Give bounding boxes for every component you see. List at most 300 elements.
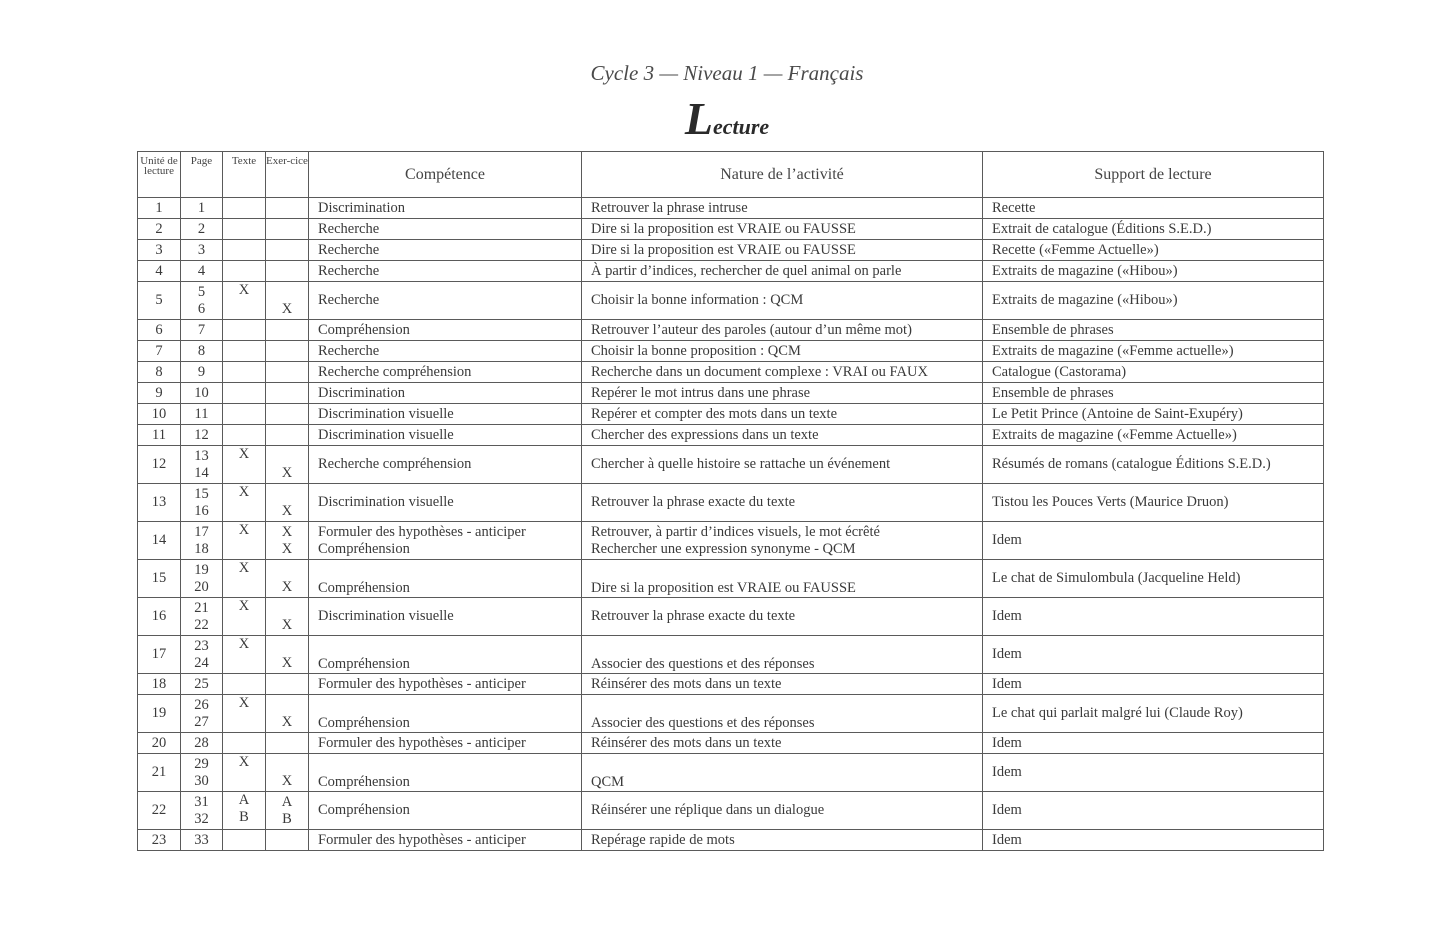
support-cell: Idem	[983, 733, 1324, 754]
page-cell	[181, 754, 223, 792]
pages-value: 28	[194, 734, 209, 751]
competence-value: Discrimination visuelle	[318, 494, 454, 510]
texte-cell	[223, 754, 266, 792]
competence-value: Compréhension	[318, 774, 410, 790]
competence-cell	[309, 404, 582, 425]
competence-value: Discrimination visuelle	[318, 608, 454, 624]
texte-cell	[223, 425, 266, 446]
unite-cell: 5	[138, 282, 181, 320]
exercice-value: X	[281, 301, 293, 317]
support-cell: Idem	[983, 636, 1324, 674]
texte-cell	[223, 674, 266, 695]
activite-value: Réinsérer des mots dans un texte	[591, 734, 782, 751]
texte-cell	[223, 560, 266, 598]
competence-value: Formuler des hypothèses - anticiper	[318, 675, 526, 692]
table-row	[138, 446, 1324, 484]
pages-value: 21	[194, 599, 209, 616]
page-cell	[181, 792, 223, 830]
activite-cell	[582, 674, 983, 695]
texte-cell	[223, 484, 266, 522]
competence-cell	[309, 198, 582, 219]
support-cell: Résumés de romans (catalogue Éditions S.E.D.)	[983, 446, 1324, 484]
pages-value: 11	[194, 405, 209, 422]
competence-value: Recherche	[318, 292, 380, 308]
pages-value: 18	[194, 540, 209, 557]
table-row	[138, 522, 1324, 560]
texte-value: X	[238, 695, 250, 711]
page-cell	[181, 560, 223, 598]
competence-value: Compréhension	[318, 580, 410, 596]
page-cell	[181, 830, 223, 851]
pages-value: 5	[197, 283, 206, 300]
pages-value: 14	[194, 464, 209, 481]
pages-value: 9	[197, 363, 206, 380]
col-header-texte: Texte	[223, 152, 266, 198]
activite-cell	[582, 425, 983, 446]
pages-value: 31	[194, 793, 209, 810]
page-cell	[181, 261, 223, 282]
activite-value: Réinsérer des mots dans un texte	[591, 675, 782, 692]
activite-cell	[582, 282, 983, 320]
texte-cell	[223, 446, 266, 484]
table-row	[138, 362, 1324, 383]
col-header-support: Support de lecture	[983, 152, 1324, 198]
competence-cell	[309, 754, 582, 792]
unite-cell: 20	[138, 733, 181, 754]
unite-cell: 10	[138, 404, 181, 425]
activite-value: Choisir la bonne information : QCM	[591, 292, 804, 308]
exercice-value: X	[281, 503, 293, 519]
support-cell: Recette	[983, 198, 1324, 219]
unite-cell: 12	[138, 446, 181, 484]
table-row	[138, 695, 1324, 733]
pages-value: 7	[197, 321, 206, 338]
col-header-page: Page	[181, 152, 223, 198]
support-cell: Extraits de magazine («Femme actuelle»)	[983, 341, 1324, 362]
activite-value: Associer des questions et des réponses	[591, 656, 815, 672]
table-header-row	[138, 152, 1324, 198]
page-cell	[181, 733, 223, 754]
texte-cell	[223, 830, 266, 851]
page-cell	[181, 404, 223, 425]
competence-value: Compréhension	[318, 540, 410, 557]
table-row	[138, 198, 1324, 219]
unite-cell: 1	[138, 198, 181, 219]
activite-value: Chercher à quelle histoire se rattache un événement	[591, 456, 891, 472]
support-cell: Catalogue (Castorama)	[983, 362, 1324, 383]
activite-value: Choisir la bonne proposition : QCM	[591, 342, 801, 359]
competence-value: Compréhension	[318, 802, 410, 818]
page-cell	[181, 240, 223, 261]
page-cell	[181, 383, 223, 404]
exercice-cell	[266, 261, 309, 282]
table-row	[138, 219, 1324, 240]
exercice-cell	[266, 446, 309, 484]
unite-cell: 9	[138, 383, 181, 404]
table-row	[138, 830, 1324, 851]
pages-value: 15	[194, 485, 209, 502]
activite-cell	[582, 383, 983, 404]
activite-value: Réinsérer une réplique dans un dialogue	[591, 802, 825, 818]
exercice-cell	[266, 754, 309, 792]
pages-value: 19	[194, 561, 209, 578]
support-cell: Ensemble de phrases	[983, 320, 1324, 341]
page-cell	[181, 320, 223, 341]
support-cell: Le chat de Simulombula (Jacqueline Held)	[983, 560, 1324, 598]
pages-value: 3	[197, 241, 206, 258]
activite-value: Retrouver l’auteur des paroles (autour d’un même mot)	[591, 321, 912, 338]
competence-value: Formuler des hypothèses - anticiper	[318, 523, 526, 540]
page-title	[0, 92, 1454, 145]
page-cell	[181, 446, 223, 484]
texte-value: X	[238, 484, 250, 500]
activite-cell	[582, 636, 983, 674]
unite-cell: 8	[138, 362, 181, 383]
texte-value: X	[238, 522, 250, 538]
pages-value: 13	[194, 447, 209, 464]
unite-cell: 2	[138, 219, 181, 240]
activite-value: Dire si la proposition est VRAIE ou FAUSSE	[591, 220, 856, 237]
competence-cell	[309, 674, 582, 695]
pages-value: 20	[194, 578, 209, 595]
exercice-cell	[266, 830, 309, 851]
exercice-cell	[266, 383, 309, 404]
exercice-cell	[266, 320, 309, 341]
texte-value: X	[238, 560, 250, 576]
competence-cell	[309, 362, 582, 383]
unite-cell: 11	[138, 425, 181, 446]
pages-value: 22	[194, 616, 209, 633]
competence-cell	[309, 320, 582, 341]
competence-cell	[309, 383, 582, 404]
exercice-value: X	[281, 523, 293, 540]
exercice-cell	[266, 219, 309, 240]
exercice-cell	[266, 341, 309, 362]
texte-value: X	[238, 446, 250, 462]
table-row	[138, 733, 1324, 754]
page-cell	[181, 522, 223, 560]
texte-value: X	[238, 636, 250, 652]
activite-value: Rechercher une expression synonyme - QCM	[591, 540, 856, 557]
unite-cell: 17	[138, 636, 181, 674]
exercice-cell	[266, 695, 309, 733]
page-cell	[181, 674, 223, 695]
competence-cell	[309, 261, 582, 282]
activite-value: Retrouver la phrase exacte du texte	[591, 608, 796, 624]
competence-cell	[309, 240, 582, 261]
support-cell: Recette («Femme Actuelle»)	[983, 240, 1324, 261]
activite-cell	[582, 792, 983, 830]
exercice-cell	[266, 636, 309, 674]
unite-cell: 14	[138, 522, 181, 560]
activite-cell	[582, 754, 983, 792]
pages-value: 27	[194, 713, 209, 730]
activite-cell	[582, 320, 983, 341]
support-cell: Extraits de magazine («Hibou»)	[983, 261, 1324, 282]
table-row	[138, 425, 1324, 446]
exercice-cell	[266, 598, 309, 636]
support-cell: Le chat qui parlait malgré lui (Claude Roy)	[983, 695, 1324, 733]
page-subtitle: Cycle 3 — Niveau 1 — Français	[590, 61, 864, 85]
activite-cell	[582, 695, 983, 733]
pages-value: 17	[194, 523, 209, 540]
activite-cell	[582, 598, 983, 636]
activite-cell	[582, 830, 983, 851]
exercice-cell	[266, 484, 309, 522]
pages-value: 4	[197, 262, 206, 279]
activite-cell	[582, 240, 983, 261]
page-cell	[181, 636, 223, 674]
competence-value: Compréhension	[318, 715, 410, 731]
col-header-activite: Nature de l’activité	[582, 152, 983, 198]
table-row	[138, 484, 1324, 522]
activities-table	[137, 151, 1324, 851]
unite-cell: 4	[138, 261, 181, 282]
activite-value: Retrouver la phrase exacte du texte	[591, 494, 796, 510]
exercice-value: X	[281, 617, 293, 633]
table-row	[138, 282, 1324, 320]
activite-cell	[582, 219, 983, 240]
support-cell: Extrait de catalogue (Éditions S.E.D.)	[983, 219, 1324, 240]
competence-cell	[309, 792, 582, 830]
texte-cell	[223, 695, 266, 733]
support-cell: Extraits de magazine («Femme Actuelle»)	[983, 425, 1324, 446]
table-body	[138, 198, 1324, 851]
texte-cell	[223, 636, 266, 674]
competence-cell	[309, 636, 582, 674]
pages-value: 32	[194, 810, 209, 827]
table-row	[138, 404, 1324, 425]
exercice-cell	[266, 282, 309, 320]
support-cell: Idem	[983, 522, 1324, 560]
activite-value: Retrouver la phrase intruse	[591, 199, 748, 216]
table-row	[138, 383, 1324, 404]
activite-cell	[582, 484, 983, 522]
texte-cell	[223, 261, 266, 282]
support-cell: Idem	[983, 792, 1324, 830]
texte-cell	[223, 198, 266, 219]
pages-value: 24	[194, 654, 209, 671]
page-cell	[181, 198, 223, 219]
activite-cell	[582, 198, 983, 219]
unite-cell: 7	[138, 341, 181, 362]
support-cell: Le Petit Prince (Antoine de Saint-Exupéry)	[983, 404, 1324, 425]
table-row	[138, 261, 1324, 282]
texte-cell	[223, 362, 266, 383]
table-row	[138, 320, 1324, 341]
unite-cell: 19	[138, 695, 181, 733]
activite-value: Dire si la proposition est VRAIE ou FAUSSE	[591, 241, 856, 258]
competence-value: Discrimination	[318, 384, 405, 401]
support-cell: Idem	[983, 830, 1324, 851]
unite-cell: 6	[138, 320, 181, 341]
activite-cell	[582, 522, 983, 560]
activite-value: Dire si la proposition est VRAIE ou FAUSSE	[591, 580, 856, 596]
competence-cell	[309, 560, 582, 598]
pages-value: 10	[194, 384, 209, 401]
pages-value: 33	[194, 831, 209, 848]
pages-value: 30	[194, 772, 209, 789]
pages-value: 23	[194, 637, 209, 654]
activite-cell	[582, 733, 983, 754]
pages-value: 6	[197, 300, 206, 317]
activite-cell	[582, 560, 983, 598]
exercice-value: X	[281, 579, 293, 595]
competence-value: Compréhension	[318, 656, 410, 672]
texte-cell	[223, 282, 266, 320]
activite-value: Associer des questions et des réponses	[591, 715, 815, 731]
unite-cell: 3	[138, 240, 181, 261]
competence-value: Recherche	[318, 220, 380, 237]
activite-cell	[582, 446, 983, 484]
competence-cell	[309, 282, 582, 320]
texte-cell	[223, 733, 266, 754]
competence-value: Compréhension	[318, 321, 410, 338]
exercice-value: X	[281, 773, 293, 789]
competence-cell	[309, 425, 582, 446]
table-row	[138, 598, 1324, 636]
col-header-exercice: Exer-cice	[266, 152, 309, 198]
competence-cell	[309, 219, 582, 240]
texte-cell	[223, 522, 266, 560]
exercice-value: X	[281, 465, 293, 481]
activite-cell	[582, 341, 983, 362]
pages-value: 26	[194, 696, 209, 713]
page-cell	[181, 282, 223, 320]
pages-value: 8	[197, 342, 206, 359]
exercice-cell	[266, 425, 309, 446]
col-header-competence: Compétence	[309, 152, 582, 198]
exercice-cell	[266, 733, 309, 754]
activite-value: Repérage rapide de mots	[591, 831, 735, 848]
competence-value: Recherche compréhension	[318, 456, 472, 472]
unite-cell: 18	[138, 674, 181, 695]
support-cell: Idem	[983, 754, 1324, 792]
competence-value: Discrimination visuelle	[318, 405, 454, 422]
competence-cell	[309, 695, 582, 733]
exercice-cell	[266, 404, 309, 425]
activite-value: Repérer le mot intrus dans une phrase	[591, 384, 811, 401]
exercice-cell	[266, 240, 309, 261]
table-row	[138, 560, 1324, 598]
competence-cell	[309, 484, 582, 522]
title-initial: L	[684, 93, 713, 144]
texte-cell	[223, 404, 266, 425]
unite-cell: 23	[138, 830, 181, 851]
title-rest: ecture	[712, 114, 770, 139]
table-row	[138, 792, 1324, 830]
activite-value: Chercher des expressions dans un texte	[591, 426, 819, 443]
texte-value: X	[238, 282, 250, 298]
exercice-cell	[266, 522, 309, 560]
exercice-value: X	[281, 714, 293, 730]
table-row	[138, 754, 1324, 792]
competence-value: Recherche	[318, 241, 380, 258]
page-cell	[181, 362, 223, 383]
table-row	[138, 636, 1324, 674]
texte-cell	[223, 240, 266, 261]
pages-value: 2	[197, 220, 206, 237]
exercice-cell	[266, 792, 309, 830]
unite-cell: 22	[138, 792, 181, 830]
competence-cell	[309, 830, 582, 851]
competence-value: Formuler des hypothèses - anticiper	[318, 831, 526, 848]
support-cell: Idem	[983, 598, 1324, 636]
table-row	[138, 341, 1324, 362]
competence-value: Discrimination	[318, 199, 405, 216]
activite-value: Retrouver, à partir d’indices visuels, le mot écrêté	[591, 523, 880, 540]
support-cell: Idem	[983, 674, 1324, 695]
table-row	[138, 674, 1324, 695]
exercice-cell	[266, 560, 309, 598]
exercice-cell	[266, 362, 309, 383]
support-cell: Tistou les Pouces Verts (Maurice Druon)	[983, 484, 1324, 522]
texte-value: X	[238, 754, 250, 770]
page-cell	[181, 695, 223, 733]
competence-value: Formuler des hypothèses - anticiper	[318, 734, 526, 751]
exercice-value: X	[281, 655, 293, 671]
exercice-value: X	[281, 540, 293, 557]
page-cell	[181, 484, 223, 522]
texte-cell	[223, 792, 266, 830]
pages-value: 1	[197, 199, 206, 216]
competence-cell	[309, 733, 582, 754]
texte-cell	[223, 341, 266, 362]
texte-cell	[223, 383, 266, 404]
pages-value: 29	[194, 755, 209, 772]
competence-value: Recherche compréhension	[318, 363, 472, 380]
support-cell: Ensemble de phrases	[983, 383, 1324, 404]
texte-value: X	[238, 598, 250, 614]
exercice-cell	[266, 674, 309, 695]
activite-value: À partir d’indices, rechercher de quel animal on parle	[591, 262, 902, 279]
texte-cell	[223, 598, 266, 636]
texte-value: A	[238, 792, 250, 808]
col-header-unite: Unité de lecture	[138, 152, 181, 198]
texte-cell	[223, 219, 266, 240]
activite-value: Repérer et compter des mots dans un texte	[591, 405, 838, 422]
support-cell: Extraits de magazine («Hibou»)	[983, 282, 1324, 320]
activite-cell	[582, 261, 983, 282]
competence-value: Discrimination visuelle	[318, 426, 454, 443]
unite-cell: 15	[138, 560, 181, 598]
exercice-cell	[266, 198, 309, 219]
unite-cell: 13	[138, 484, 181, 522]
activite-cell	[582, 404, 983, 425]
page-cell	[181, 598, 223, 636]
exercice-value: B	[282, 810, 292, 827]
unite-cell: 16	[138, 598, 181, 636]
texte-value: B	[239, 809, 249, 825]
pages-value: 25	[194, 675, 209, 692]
activite-value: QCM	[591, 774, 625, 790]
texte-cell	[223, 320, 266, 341]
activite-value: Recherche dans un document complexe : VRAI ou FAUX	[591, 363, 928, 380]
competence-cell	[309, 522, 582, 560]
pages-value: 16	[194, 502, 209, 519]
page-cell	[181, 425, 223, 446]
unite-cell: 21	[138, 754, 181, 792]
page-cell	[181, 219, 223, 240]
pages-value: 12	[194, 426, 209, 443]
competence-cell	[309, 598, 582, 636]
page-cell	[181, 341, 223, 362]
exercice-value: A	[281, 793, 293, 810]
competence-value: Recherche	[318, 262, 380, 279]
table-row	[138, 240, 1324, 261]
competence-cell	[309, 341, 582, 362]
activite-cell	[582, 362, 983, 383]
